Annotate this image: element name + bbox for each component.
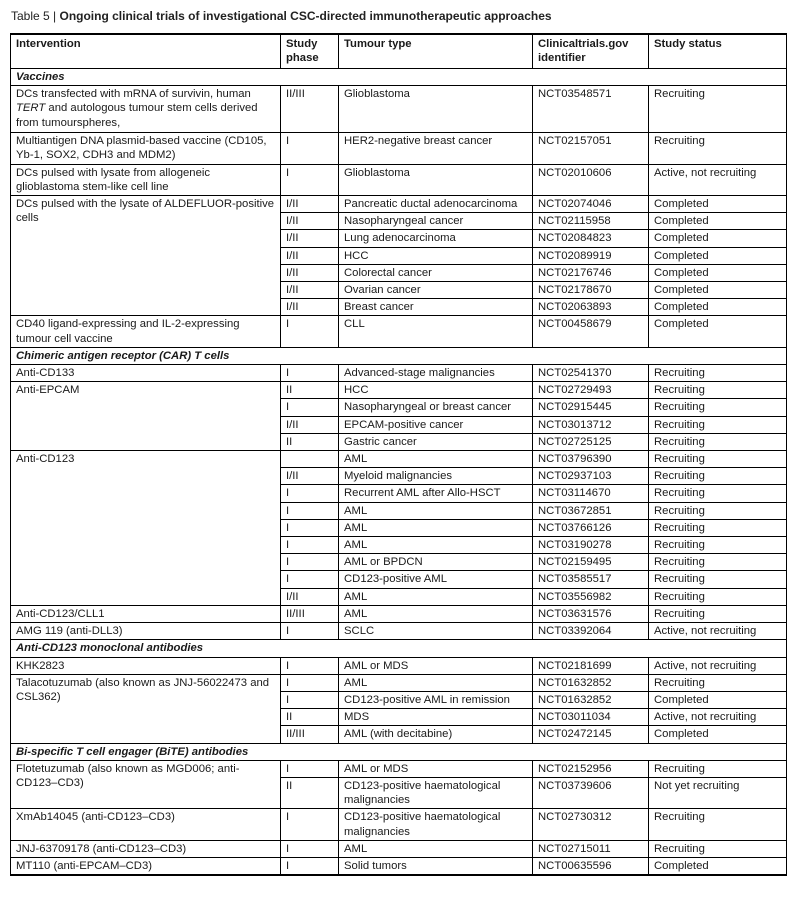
identifier-cell: NCT02937103 <box>533 468 649 485</box>
study-phase-cell: I <box>281 554 339 571</box>
tumour-type-cell: HCC <box>339 247 533 264</box>
tumour-type-cell: AML <box>339 537 533 554</box>
identifier-cell: NCT02115958 <box>533 213 649 230</box>
study-phase-cell: I/II <box>281 213 339 230</box>
study-status-cell: Active, not recruiting <box>649 657 787 674</box>
study-phase-cell <box>281 451 339 468</box>
study-status-cell: Completed <box>649 282 787 299</box>
table-row <box>11 623 787 640</box>
study-status-cell: Completed <box>649 247 787 264</box>
study-phase-cell: I <box>281 840 339 857</box>
tumour-type-cell: Glioblastoma <box>339 164 533 195</box>
table-row <box>11 365 787 382</box>
study-status-cell: Completed <box>649 316 787 347</box>
study-phase-cell: II/III <box>281 605 339 622</box>
tumour-type-cell: Pancreatic ductal adenocarcinoma <box>339 196 533 213</box>
intervention-text-part: TERT <box>16 102 46 115</box>
identifier-cell: NCT03392064 <box>533 623 649 640</box>
study-phase-cell: I/II <box>281 416 339 433</box>
identifier-cell: NCT02089919 <box>533 247 649 264</box>
table-caption <box>11 9 552 23</box>
section-title: Bi-specific T cell engager (BiTE) antibodies <box>11 743 787 760</box>
identifier-cell: NCT02472145 <box>533 726 649 743</box>
identifier-cell: NCT03114670 <box>533 485 649 502</box>
study-status-cell: Recruiting <box>649 571 787 588</box>
study-status-cell: Recruiting <box>649 605 787 622</box>
study-status-cell: Completed <box>649 230 787 247</box>
identifier-cell: NCT03796390 <box>533 451 649 468</box>
tumour-type-cell: Nasopharyngeal or breast cancer <box>339 399 533 416</box>
identifier-cell: NCT02010606 <box>533 164 649 195</box>
identifier-cell: NCT02159495 <box>533 554 649 571</box>
intervention-cell: MT110 (anti-EPCAM–CD3) <box>11 857 281 875</box>
study-phase-cell: I/II <box>281 230 339 247</box>
header-intervention: Intervention <box>11 34 281 69</box>
table-row <box>11 451 787 468</box>
section-title: Vaccines <box>11 69 787 86</box>
tumour-type-cell: AML <box>339 605 533 622</box>
tumour-type-cell: AML <box>339 451 533 468</box>
study-phase-cell: I <box>281 571 339 588</box>
identifier-cell: NCT02915445 <box>533 399 649 416</box>
study-status-cell: Recruiting <box>649 365 787 382</box>
identifier-cell: NCT03672851 <box>533 502 649 519</box>
study-phase-cell: I <box>281 857 339 875</box>
tumour-type-cell: AML or BPDCN <box>339 554 533 571</box>
identifier-cell: NCT02176746 <box>533 264 649 281</box>
study-status-cell: Active, not recruiting <box>649 164 787 195</box>
intervention-text-part: DCs transfected with mRNA of survivin, human <box>16 88 251 101</box>
clinical-trials-table <box>10 33 787 876</box>
header-row <box>11 34 787 69</box>
study-status-cell: Recruiting <box>649 502 787 519</box>
intervention-cell: Multiantigen DNA plasmid-based vaccine (CD105, Yb-1, SOX2, CDH3 and MDM2) <box>11 133 281 164</box>
study-phase-cell: I/II <box>281 264 339 281</box>
study-status-cell: Completed <box>649 264 787 281</box>
table-body <box>11 69 787 876</box>
identifier-cell: NCT02152956 <box>533 760 649 777</box>
tumour-type-cell: AML or MDS <box>339 760 533 777</box>
study-status-cell: Recruiting <box>649 133 787 164</box>
study-status-cell: Completed <box>649 726 787 743</box>
section-title: Chimeric antigen receptor (CAR) T cells <box>11 347 787 364</box>
tumour-type-cell: CD123-positive haematological malignancies <box>339 777 533 808</box>
identifier-cell: NCT02157051 <box>533 133 649 164</box>
study-phase-cell: I <box>281 519 339 536</box>
identifier-cell: NCT03631576 <box>533 605 649 622</box>
header-tumour-type: Tumour type <box>339 34 533 69</box>
tumour-type-cell: AML <box>339 674 533 691</box>
study-phase-cell: I <box>281 164 339 195</box>
study-phase-cell: I <box>281 623 339 640</box>
study-status-cell: Completed <box>649 691 787 708</box>
tumour-type-cell: Breast cancer <box>339 299 533 316</box>
study-phase-cell: I <box>281 399 339 416</box>
section-title: Anti-CD123 monoclonal antibodies <box>11 640 787 657</box>
identifier-cell: NCT02084823 <box>533 230 649 247</box>
section-row <box>11 743 787 760</box>
header-identifier: Clinicaltrials.gov identifier <box>533 34 649 69</box>
table-row <box>11 164 787 195</box>
tumour-type-cell: AML <box>339 502 533 519</box>
table-row <box>11 657 787 674</box>
identifier-cell: NCT03766126 <box>533 519 649 536</box>
identifier-cell: NCT03556982 <box>533 588 649 605</box>
identifier-cell: NCT02715011 <box>533 840 649 857</box>
study-status-cell: Recruiting <box>649 468 787 485</box>
section-row <box>11 69 787 86</box>
intervention-cell: Anti-EPCAM <box>11 382 281 451</box>
study-phase-cell: I/II <box>281 588 339 605</box>
table-row <box>11 196 787 213</box>
table-row <box>11 86 787 133</box>
intervention-cell: XmAb14045 (anti-CD123–CD3) <box>11 809 281 840</box>
study-status-cell: Recruiting <box>649 588 787 605</box>
study-phase-cell: II/III <box>281 726 339 743</box>
table-row <box>11 133 787 164</box>
study-status-cell: Recruiting <box>649 451 787 468</box>
study-phase-cell: II <box>281 777 339 808</box>
identifier-cell: NCT02074046 <box>533 196 649 213</box>
identifier-cell: NCT01632852 <box>533 691 649 708</box>
study-phase-cell: I <box>281 133 339 164</box>
tumour-type-cell: HER2-negative breast cancer <box>339 133 533 164</box>
study-phase-cell: I/II <box>281 282 339 299</box>
intervention-cell: JNJ-63709178 (anti-CD123–CD3) <box>11 840 281 857</box>
tumour-type-cell: Lung adenocarcinoma <box>339 230 533 247</box>
study-phase-cell: II/III <box>281 86 339 133</box>
study-phase-cell: II <box>281 382 339 399</box>
study-status-cell: Recruiting <box>649 537 787 554</box>
study-status-cell: Recruiting <box>649 674 787 691</box>
study-status-cell: Active, not recruiting <box>649 709 787 726</box>
tumour-type-cell: Gastric cancer <box>339 433 533 450</box>
table-row <box>11 760 787 777</box>
identifier-cell: NCT03548571 <box>533 86 649 133</box>
study-phase-cell: I <box>281 365 339 382</box>
tumour-type-cell: AML or MDS <box>339 657 533 674</box>
tumour-type-cell: Colorectal cancer <box>339 264 533 281</box>
intervention-cell <box>11 86 281 133</box>
tumour-type-cell: HCC <box>339 382 533 399</box>
tumour-type-cell: AML <box>339 840 533 857</box>
identifier-cell: NCT03013712 <box>533 416 649 433</box>
intervention-cell: KHK2823 <box>11 657 281 674</box>
study-status-cell: Recruiting <box>649 433 787 450</box>
study-phase-cell: I <box>281 485 339 502</box>
intervention-cell: DCs pulsed with the lysate of ALDEFLUOR-positive cells <box>11 196 281 316</box>
table-row <box>11 605 787 622</box>
table-row <box>11 809 787 840</box>
identifier-cell: NCT02730312 <box>533 809 649 840</box>
study-phase-cell: II <box>281 433 339 450</box>
study-status-cell: Active, not recruiting <box>649 623 787 640</box>
study-phase-cell: I <box>281 316 339 347</box>
identifier-cell: NCT03585517 <box>533 571 649 588</box>
study-status-cell: Recruiting <box>649 86 787 133</box>
intervention-cell: Anti-CD133 <box>11 365 281 382</box>
section-row <box>11 640 787 657</box>
study-status-cell: Completed <box>649 299 787 316</box>
study-status-cell: Recruiting <box>649 416 787 433</box>
intervention-cell: Anti-CD123 <box>11 451 281 606</box>
table-row <box>11 857 787 875</box>
study-status-cell: Not yet recruiting <box>649 777 787 808</box>
study-status-cell: Recruiting <box>649 399 787 416</box>
study-status-cell: Recruiting <box>649 760 787 777</box>
study-phase-cell: I <box>281 760 339 777</box>
study-phase-cell: I/II <box>281 247 339 264</box>
table-title: Ongoing clinical trials of investigational CSC-directed immunotherapeutic approaches <box>59 9 552 23</box>
study-phase-cell: I <box>281 809 339 840</box>
table-row <box>11 316 787 347</box>
tumour-type-cell: AML <box>339 519 533 536</box>
study-status-cell: Completed <box>649 857 787 875</box>
tumour-type-cell: AML <box>339 588 533 605</box>
study-status-cell: Recruiting <box>649 519 787 536</box>
study-phase-cell: I <box>281 657 339 674</box>
intervention-cell: AMG 119 (anti-DLL3) <box>11 623 281 640</box>
study-status-cell: Recruiting <box>649 554 787 571</box>
identifier-cell: NCT01632852 <box>533 674 649 691</box>
tumour-type-cell: SCLC <box>339 623 533 640</box>
section-row <box>11 347 787 364</box>
tumour-type-cell: CLL <box>339 316 533 347</box>
identifier-cell: NCT02725125 <box>533 433 649 450</box>
tumour-type-cell: Solid tumors <box>339 857 533 875</box>
intervention-cell: Anti-CD123/CLL1 <box>11 605 281 622</box>
intervention-cell: Flotetuzumab (also known as MGD006; anti-CD123–CD3) <box>11 760 281 809</box>
tumour-type-cell: EPCAM-positive cancer <box>339 416 533 433</box>
study-phase-cell: I/II <box>281 299 339 316</box>
tumour-type-cell: Glioblastoma <box>339 86 533 133</box>
study-phase-cell: I <box>281 691 339 708</box>
identifier-cell: NCT00635596 <box>533 857 649 875</box>
tumour-type-cell: Recurrent AML after Allo-HSCT <box>339 485 533 502</box>
table-row <box>11 674 787 691</box>
intervention-cell: CD40 ligand-expressing and IL-2-expressing tumour cell vaccine <box>11 316 281 347</box>
table-row <box>11 382 787 399</box>
identifier-cell: NCT02541370 <box>533 365 649 382</box>
identifier-cell: NCT02181699 <box>533 657 649 674</box>
identifier-cell: NCT03011034 <box>533 709 649 726</box>
identifier-cell: NCT03739606 <box>533 777 649 808</box>
tumour-type-cell: Myeloid malignancies <box>339 468 533 485</box>
tumour-type-cell: MDS <box>339 709 533 726</box>
study-status-cell: Recruiting <box>649 840 787 857</box>
tumour-type-cell: Advanced-stage malignancies <box>339 365 533 382</box>
tumour-type-cell: CD123-positive AML <box>339 571 533 588</box>
intervention-text-part: and autologous tumour stem cells derived from tumourspheres, <box>16 102 258 129</box>
identifier-cell: NCT00458679 <box>533 316 649 347</box>
header-study-phase: Study phase <box>281 34 339 69</box>
identifier-cell: NCT02729493 <box>533 382 649 399</box>
study-status-cell: Completed <box>649 213 787 230</box>
header-study-status: Study status <box>649 34 787 69</box>
intervention-cell: Talacotuzumab (also known as JNJ-56022473 and CSL362) <box>11 674 281 743</box>
study-status-cell: Recruiting <box>649 485 787 502</box>
tumour-type-cell: Ovarian cancer <box>339 282 533 299</box>
study-phase-cell: I <box>281 674 339 691</box>
table-row <box>11 840 787 857</box>
study-phase-cell: I/II <box>281 196 339 213</box>
identifier-cell: NCT02178670 <box>533 282 649 299</box>
tumour-type-cell: Nasopharyngeal cancer <box>339 213 533 230</box>
study-phase-cell: I <box>281 537 339 554</box>
study-phase-cell: II <box>281 709 339 726</box>
intervention-cell: DCs pulsed with lysate from allogeneic glioblastoma stem-like cell line <box>11 164 281 195</box>
study-status-cell: Completed <box>649 196 787 213</box>
tumour-type-cell: CD123-positive haematological malignancies <box>339 809 533 840</box>
study-phase-cell: I/II <box>281 468 339 485</box>
study-phase-cell: I <box>281 502 339 519</box>
identifier-cell: NCT02063893 <box>533 299 649 316</box>
tumour-type-cell: CD123-positive AML in remission <box>339 691 533 708</box>
identifier-cell: NCT03190278 <box>533 537 649 554</box>
table-label: Table 5 | <box>11 9 60 23</box>
study-status-cell: Recruiting <box>649 809 787 840</box>
tumour-type-cell: AML (with decitabine) <box>339 726 533 743</box>
study-status-cell: Recruiting <box>649 382 787 399</box>
